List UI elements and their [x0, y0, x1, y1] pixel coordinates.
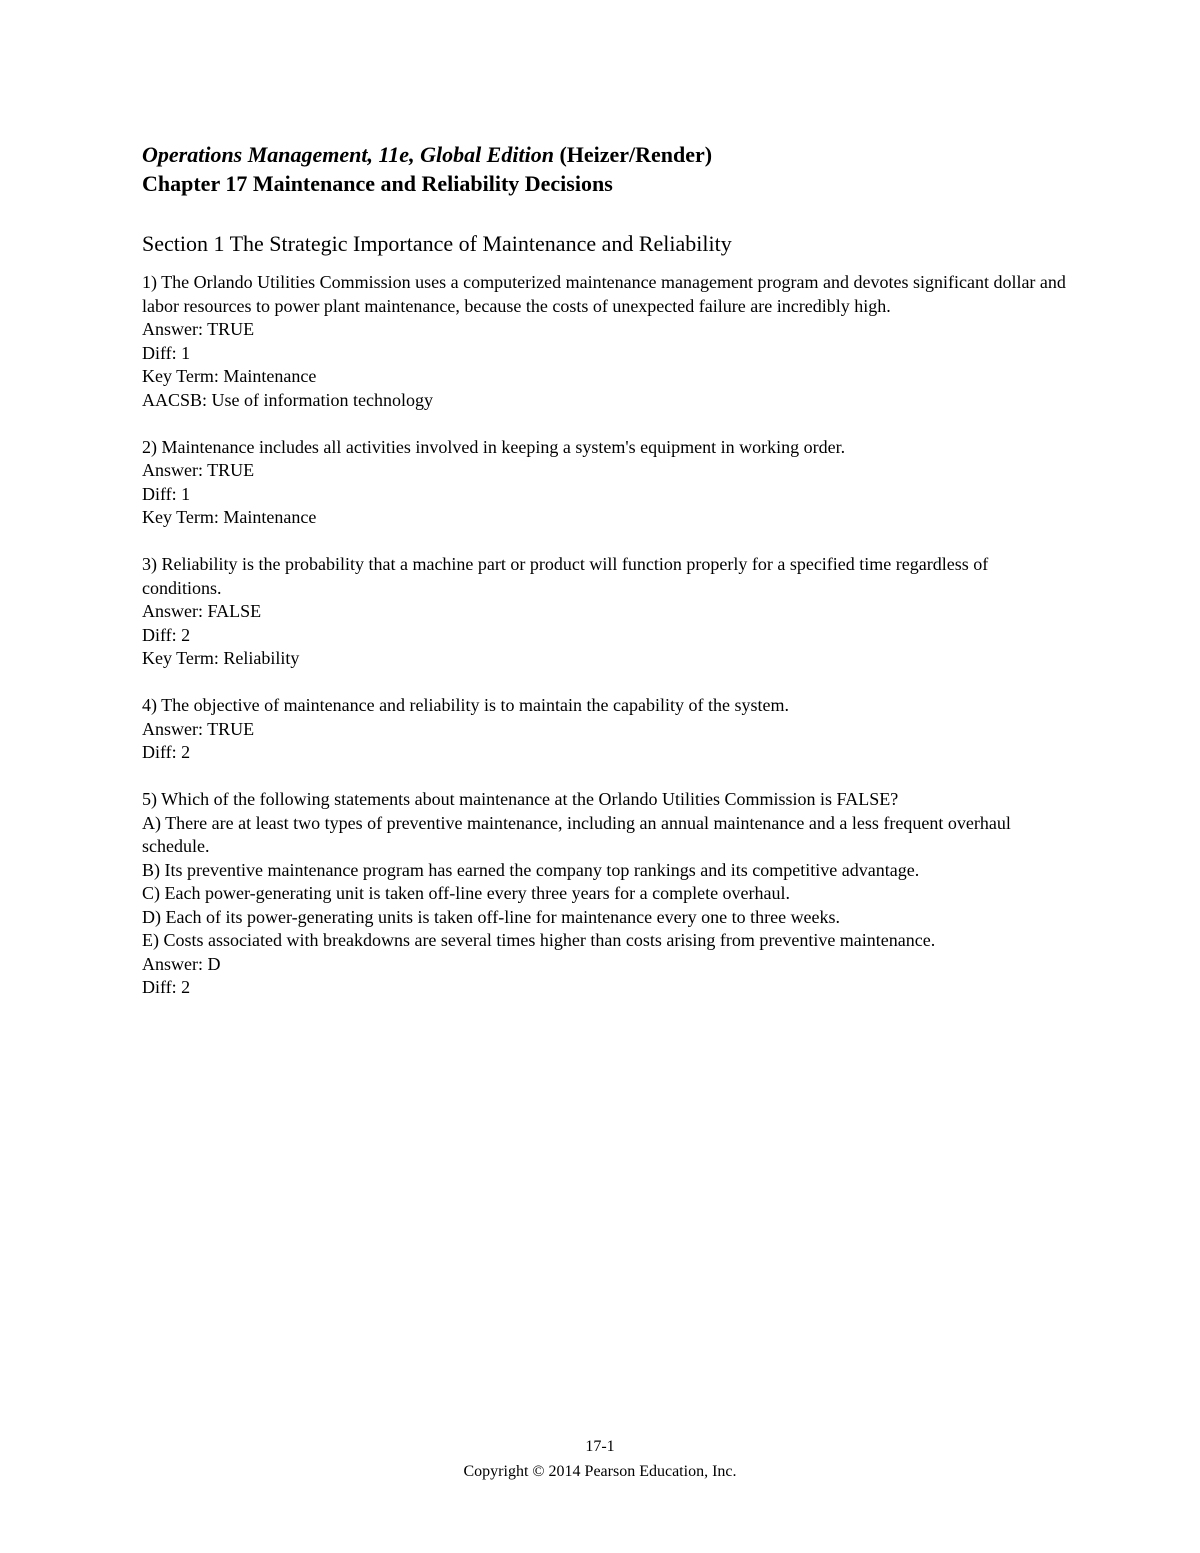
question-text: 1) The Orlando Utilities Commission uses a computerized maintenance management program and devotes significant dollar and labor resources to power plant maintenance, because the costs of unexpected failure are incredibly high.	[142, 272, 1066, 316]
choice-a: A) There are at least two types of preventive maintenance, including an annual maintenance and a less frequent overhaul schedule.	[142, 812, 1011, 856]
page-number: 17-1	[585, 1438, 615, 1455]
question-text: 4) The objective of maintenance and reliability is to maintain the capability of the system.	[142, 695, 789, 715]
choice-d: D) Each of its power-generating units is taken off-line for maintenance every one to three weeks.	[142, 906, 841, 927]
book-title-line	[142, 140, 1072, 169]
question-text: 5) Which of the following statements about maintenance at the Orlando Utilities Commission is FALSE?	[142, 789, 899, 809]
difficulty-line: Diff: 1	[142, 342, 191, 363]
question-item	[142, 271, 1072, 412]
book-title: Operations Management, 11e, Global Edition	[142, 142, 554, 167]
question-text: 2) Maintenance includes all activities involved in keeping a system's equipment in working order.	[142, 436, 846, 457]
answer-line: Answer: TRUE	[142, 460, 255, 480]
key-term-line: Key Term: Reliability	[142, 648, 300, 668]
question-list	[142, 271, 1072, 1000]
choice-e: E) Costs associated with breakdowns are several times higher than costs arising from preventive maintenance.	[142, 930, 936, 950]
answer-line: Answer: TRUE	[142, 319, 255, 339]
choice-b: B) Its preventive maintenance program has earned the company top rankings and its competitive advantage.	[142, 859, 920, 880]
question-item	[142, 553, 1072, 671]
question-item	[142, 694, 1072, 765]
copyright-notice: Copyright © 2014 Pearson Education, Inc.	[463, 1463, 737, 1480]
chapter-title: Chapter 17 Maintenance and Reliability Decisions	[142, 171, 613, 196]
difficulty-line: Diff: 2	[142, 742, 191, 762]
difficulty-line: Diff: 2	[142, 624, 191, 645]
question-text: 3) Reliability is the probability that a machine part or product will function properly for a specified time regardless of conditions.	[142, 554, 989, 598]
answer-line: Answer: TRUE	[142, 718, 255, 739]
answer-line: Answer: D	[142, 953, 221, 974]
difficulty-line: Diff: 2	[142, 977, 191, 997]
choice-c: C) Each power-generating unit is taken off-line every three years for a complete overhaul.	[142, 883, 791, 903]
section-title: Section 1 The Strategic Importance of Maintenance and Reliability	[142, 231, 732, 256]
question-item	[142, 788, 1072, 1000]
aacsb-line: AACSB: Use of information technology	[142, 389, 433, 410]
answer-line: Answer: FALSE	[142, 601, 262, 621]
key-term-line: Key Term: Maintenance	[142, 366, 317, 386]
question-item	[142, 436, 1072, 530]
difficulty-line: Diff: 1	[142, 483, 191, 504]
page-content	[142, 140, 1072, 1023]
key-term-line: Key Term: Maintenance	[142, 507, 317, 527]
book-authors: (Heizer/Render)	[553, 142, 713, 167]
